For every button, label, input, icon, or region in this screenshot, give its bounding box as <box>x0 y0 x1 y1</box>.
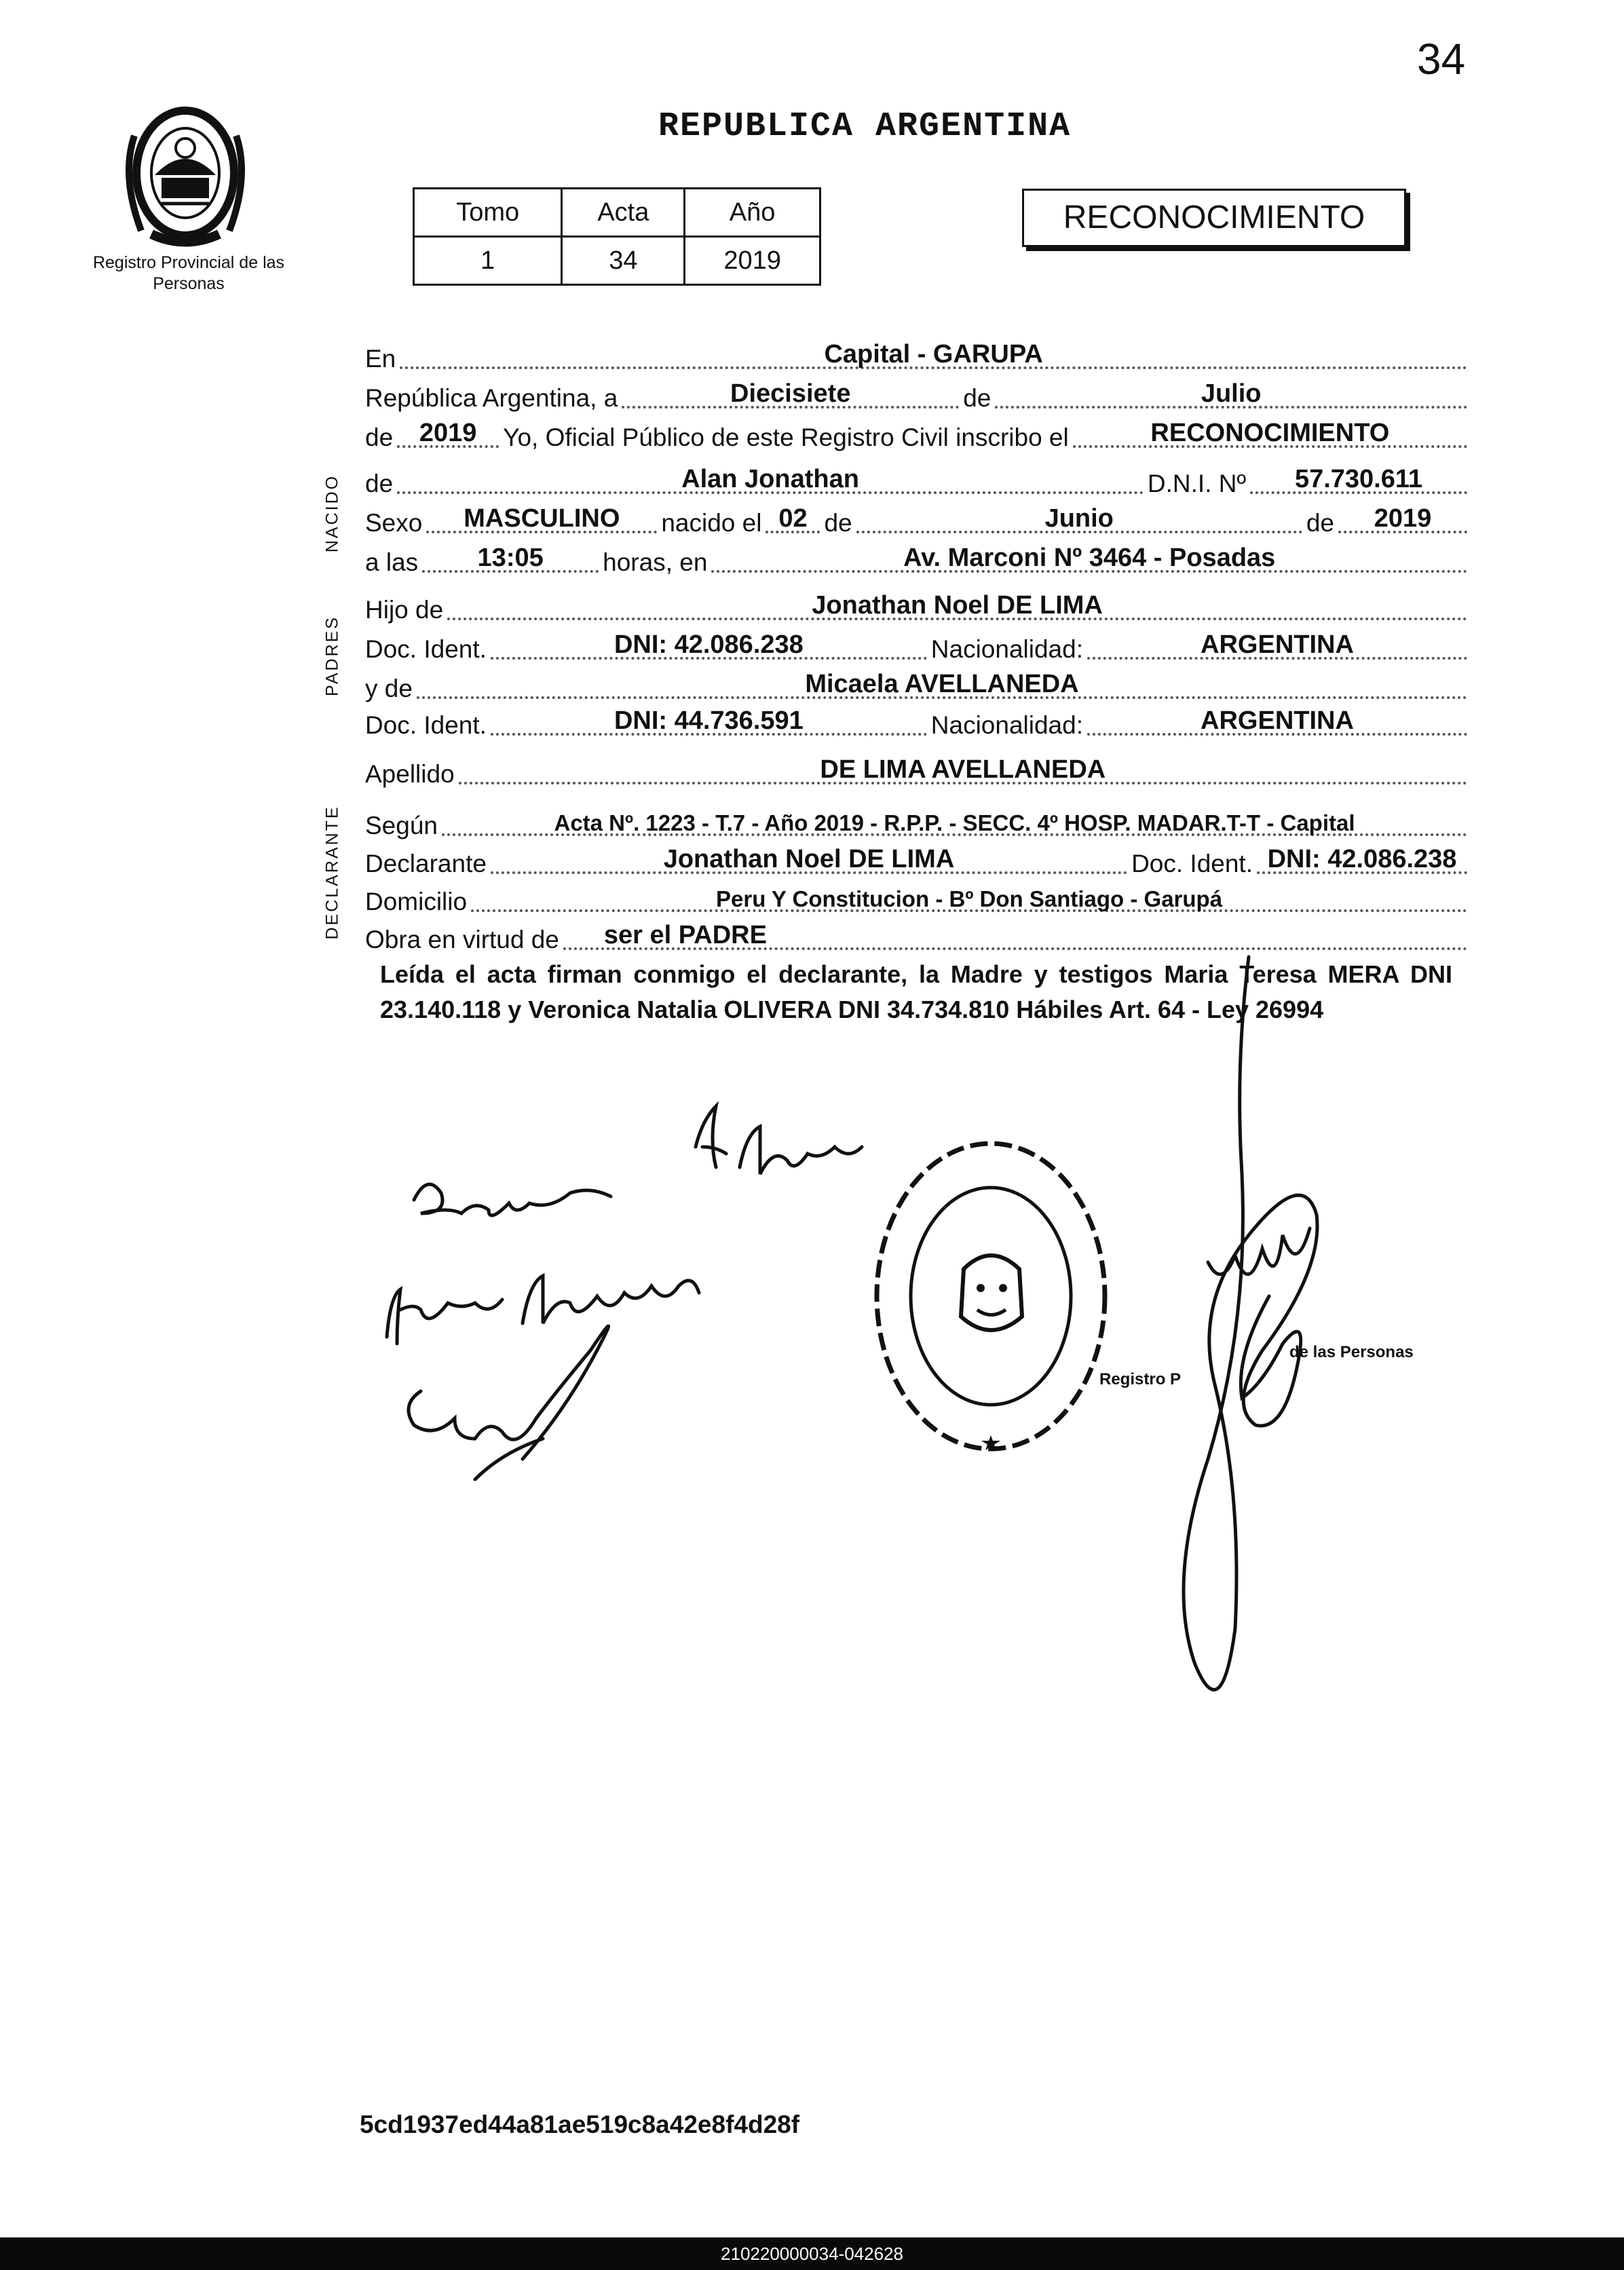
label-nacido-el: nacido el <box>661 509 762 537</box>
label-apellido: Apellido <box>365 760 455 788</box>
field-acto: RECONOCIMIENTO <box>1150 419 1390 447</box>
row-declarante <box>365 845 1471 878</box>
province-seal-icon <box>114 95 257 251</box>
field-nac-anio: 2019 <box>1374 504 1432 533</box>
label-de: de <box>365 470 394 497</box>
field-dni: 57.730.611 <box>1294 465 1423 493</box>
field-nombre: Alan Jonathan <box>681 465 859 493</box>
field-madre-doc: DNI: 44.736.591 <box>613 706 804 735</box>
label-y-de: y de <box>365 675 413 702</box>
acta-label: Acta <box>562 189 685 237</box>
field-obra: ser el PADRE <box>603 921 767 949</box>
label-segun: Según <box>365 812 438 839</box>
field-hora: 13:05 <box>477 544 544 572</box>
stamp-signature-text: Registro P <box>1099 1370 1182 1388</box>
row-lugar <box>365 340 1471 373</box>
field-mes: Julio <box>1201 379 1262 408</box>
side-label-nacido: NACIDO <box>322 474 342 553</box>
label-de: de <box>365 423 394 451</box>
page-number: 34 <box>1417 35 1466 83</box>
label-de: de <box>963 384 992 412</box>
label-obra: Obra en virtud de <box>365 926 559 953</box>
registry-name: Registro Provincial de las Personas <box>92 253 285 293</box>
label-horas-en: horas, en <box>603 548 708 576</box>
document-hash: 5cd1937ed44a81ae519c8a42e8f4d28f <box>360 2111 800 2138</box>
label-a-las: a las <box>365 548 419 576</box>
row-obra <box>365 921 1471 954</box>
row-apellido <box>365 755 1471 789</box>
row-domicilio <box>365 886 1471 916</box>
label-nacionalidad: Nacionalidad: <box>930 711 1083 739</box>
label-dni: D.N.I. Nº <box>1147 470 1246 497</box>
label-nacionalidad: Nacionalidad: <box>930 635 1083 663</box>
row-padre <box>365 591 1471 624</box>
field-anio: 2019 <box>419 419 477 447</box>
label-yo: Yo, Oficial Público de este Registro Civil inscribo el <box>503 423 1069 451</box>
registry-stamp-icon <box>862 1127 1120 1466</box>
label-sexo: Sexo <box>365 509 423 537</box>
tomo-value: 1 <box>414 237 562 285</box>
row-madre <box>365 670 1471 703</box>
record-table <box>413 187 821 286</box>
side-label-declarante: DECLARANTE <box>322 805 342 940</box>
field-madre-nac: ARGENTINA <box>1201 706 1354 735</box>
acta-value: 34 <box>562 237 685 285</box>
row-hora <box>365 544 1471 577</box>
field-madre: Micaela AVELLANEDA <box>805 670 1079 698</box>
anio-label: Año <box>685 189 820 237</box>
label-en: En <box>365 345 396 373</box>
field-segun: Acta Nº. 1223 - T.7 - Año 2019 - R.P.P. - SECC. 4º HOSP. MADAR.T-T - Capital <box>554 810 1355 835</box>
label-doc-ident: Doc. Ident. <box>1131 850 1253 877</box>
label-de: de <box>1306 509 1334 537</box>
row-nombre <box>365 465 1471 498</box>
row-padre-doc <box>365 630 1471 664</box>
field-padre-doc: DNI: 42.086.238 <box>613 630 804 659</box>
field-lugar-nac: Av. Marconi Nº 3464 - Posadas <box>903 544 1276 572</box>
field-declarante-doc: DNI: 42.086.238 <box>1267 845 1457 873</box>
label-declarante: Declarante <box>365 850 487 877</box>
anio-value: 2019 <box>685 237 820 285</box>
field-lugar: Capital - GARUPA <box>824 340 1043 368</box>
field-nac-mes: Junio <box>1044 504 1114 533</box>
tomo-label: Tomo <box>414 189 562 237</box>
field-padre-nac: ARGENTINA <box>1201 630 1354 659</box>
label-doc-ident: Doc. Ident. <box>365 711 487 739</box>
field-dia: Diecisiete <box>730 379 851 408</box>
row-acto <box>365 419 1471 452</box>
field-nac-dia: 02 <box>778 504 808 533</box>
document-title: REPUBLICA ARGENTINA <box>658 107 1072 146</box>
row-segun <box>365 810 1471 840</box>
label-de: de <box>824 509 852 537</box>
footer-barcode-text: 210220000034-042628 <box>0 2237 1624 2270</box>
row-sexo <box>365 504 1471 537</box>
record-type-box: RECONOCIMIENTO <box>1022 189 1406 247</box>
field-declarante: Jonathan Noel DE LIMA <box>663 845 955 873</box>
field-domicilio: Peru Y Constitucion - Bº Don Santiago - Garupá <box>716 886 1223 911</box>
label-republica: República Argentina, a <box>365 384 618 412</box>
side-label-padres: PADRES <box>322 616 342 696</box>
closing-statement: Leída el acta firman conmigo el declarante, la Madre y testigos Maria Teresa MERA DNI 23.140.118 y Veronica Natalia OLIVERA DNI 34.734.810 Hábiles Art. 64 - Ley 26994 <box>380 960 1452 1023</box>
field-apellido: DE LIMA AVELLANEDA <box>820 755 1106 784</box>
label-doc-ident: Doc. Ident. <box>365 635 487 663</box>
row-fecha <box>365 379 1471 413</box>
field-sexo: MASCULINO <box>464 504 620 533</box>
field-padre: Jonathan Noel DE LIMA <box>812 591 1103 620</box>
label-hijo-de: Hijo de <box>365 596 444 624</box>
row-madre-doc <box>365 706 1471 740</box>
label-domicilio: Domicilio <box>365 888 468 915</box>
stamp-signature-text-2: de las Personas <box>1289 1343 1414 1361</box>
